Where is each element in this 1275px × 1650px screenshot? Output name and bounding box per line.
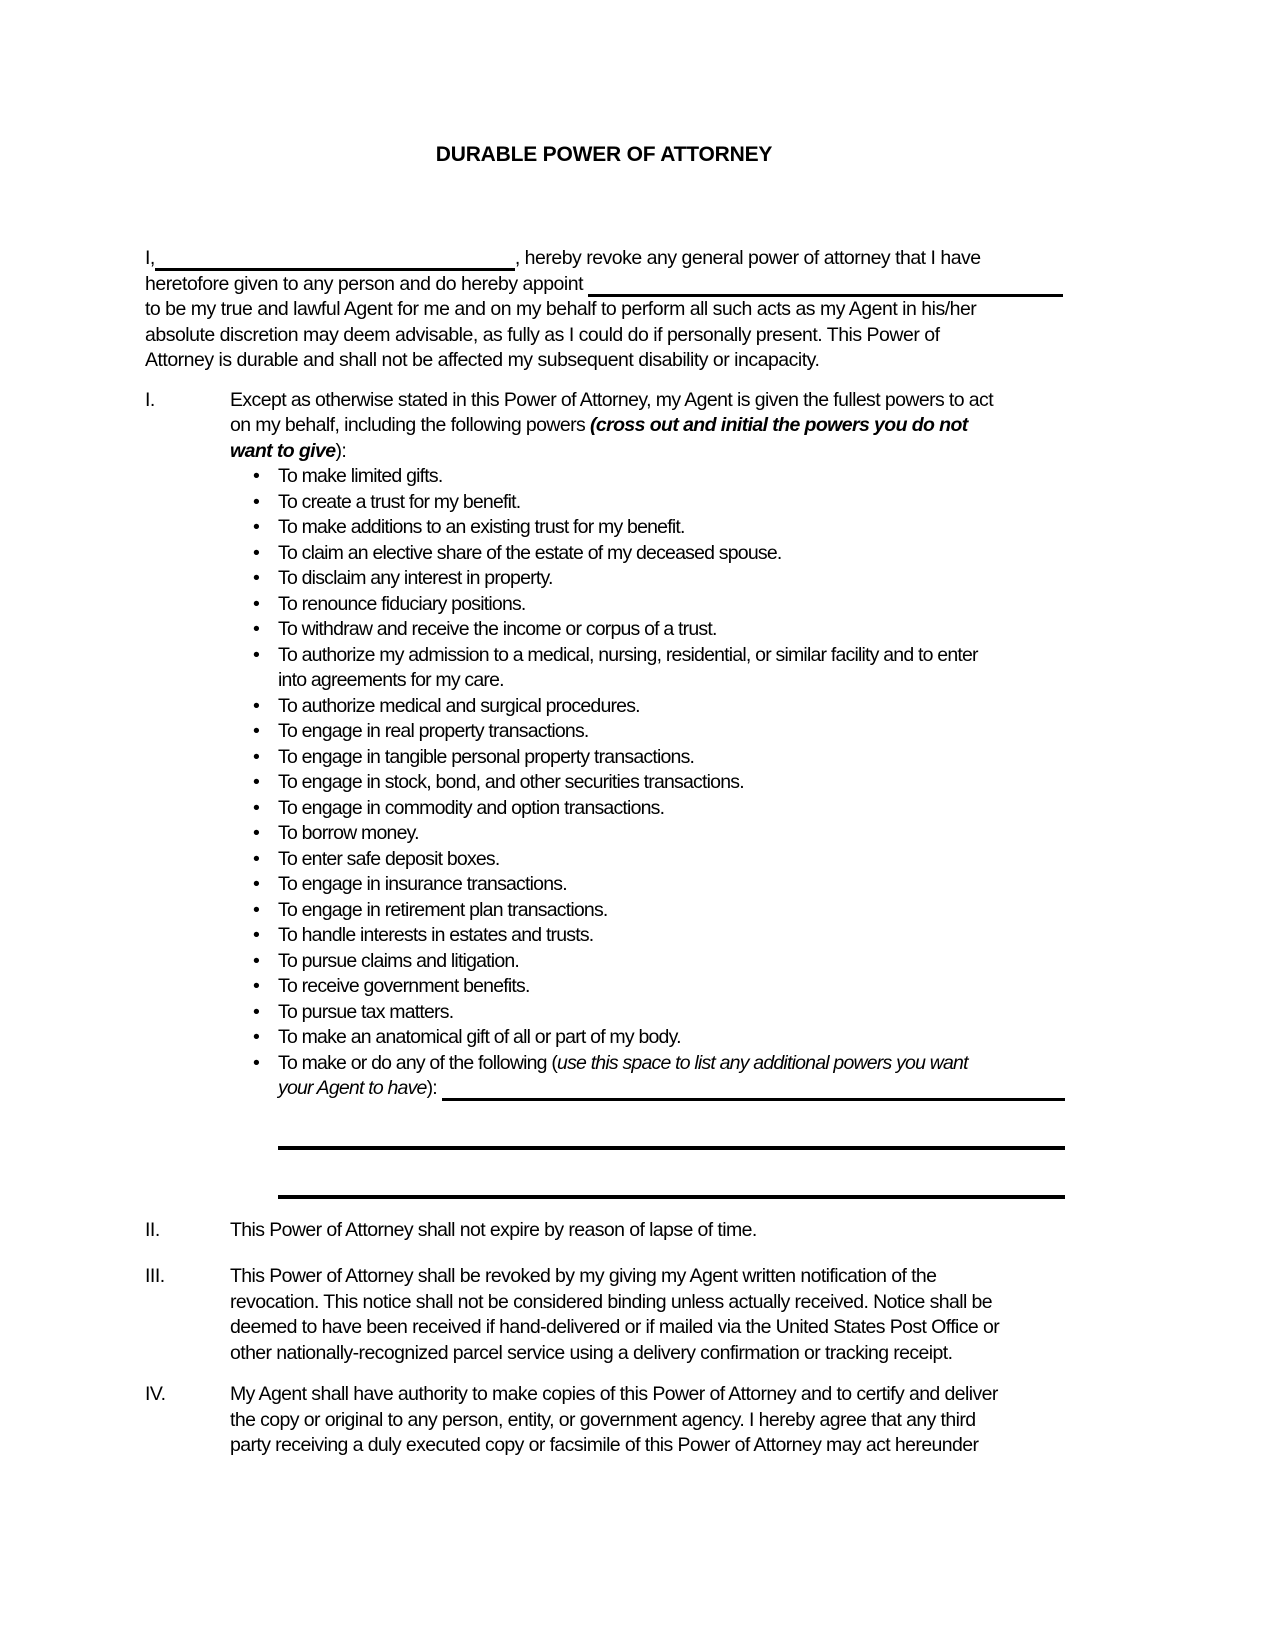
list-item-line: [278, 796, 1065, 822]
section-line: [230, 1290, 1063, 1316]
paragraph-line: [145, 272, 1063, 298]
document-title: DURABLE POWER OF ATTORNEY: [435, 143, 773, 166]
list-item: [230, 974, 1065, 1000]
list-item-text: [278, 923, 1065, 949]
text-run: into agreements for my care.: [278, 669, 504, 691]
text-run: other nationally-recognized parcel service using a delivery confirmation or tracking receipt.: [230, 1341, 953, 1364]
text-run: To make an anatomical gift of all or part of my body.: [278, 1026, 681, 1048]
list-item: [230, 796, 1065, 822]
list-item-line: [278, 617, 1065, 643]
bullet-icon: •: [253, 567, 260, 589]
list-item: [230, 770, 1065, 796]
section-IV: [145, 1382, 1063, 1459]
list-item-text: [278, 643, 1065, 694]
text-run: To authorize my admission to a medical, nursing, residential, or similar facility and to enter: [278, 643, 978, 666]
list-item: [230, 719, 1065, 745]
list-item-line: [278, 464, 1065, 490]
text-run: want to give: [230, 439, 336, 462]
bullet-icon: •: [253, 643, 260, 666]
list-item-line: [278, 668, 1065, 694]
list-item-text: [278, 464, 1065, 490]
text-run: To disclaim any interest in property.: [278, 567, 553, 589]
list-item: [230, 464, 1065, 490]
list-item-text: [278, 1025, 1065, 1051]
text-run: use this space to list any additional powers you want: [557, 1051, 968, 1074]
list-item-text: [278, 949, 1065, 975]
list-item-text: [278, 745, 1065, 771]
section-number: IV.: [145, 1383, 166, 1405]
list-item-line: [278, 974, 1065, 1000]
text-run: To pursue tax matters.: [278, 1000, 454, 1023]
text-run: ):: [426, 1077, 442, 1099]
text-run: deemed to have been received if hand-delivered or if mailed via the United States Post Office or: [230, 1316, 1000, 1338]
text-run: I,: [145, 247, 155, 269]
bullet-icon: •: [253, 898, 260, 921]
list-item-text: [278, 1051, 1065, 1102]
text-run: To claim an elective share of the estate of my deceased spouse.: [278, 541, 782, 564]
list-item: [230, 1025, 1065, 1051]
list-item-text: [278, 617, 1065, 643]
text-run: your Agent to have: [278, 1077, 427, 1099]
list-item-line: [278, 1051, 1065, 1077]
list-item-line: [278, 872, 1065, 898]
list-item: [230, 643, 1065, 694]
bullet-icon: •: [253, 592, 260, 615]
list-item-text: [278, 719, 1065, 745]
additional-powers-blank-2[interactable]: [278, 1102, 1065, 1150]
text-run: heretofore given to any person and do hereby appoint: [145, 272, 588, 295]
list-item: [230, 592, 1065, 618]
section-line: [230, 1315, 1063, 1341]
bullet-icon: •: [253, 490, 260, 513]
text-run: To make or do any of the following (: [278, 1051, 558, 1074]
list-item-line: [278, 923, 1065, 949]
text-run: To borrow money.: [278, 822, 419, 844]
section-line: [230, 1264, 1063, 1290]
additional-powers-blank-3[interactable]: [278, 1150, 1065, 1199]
text-run: To receive government benefits.: [278, 975, 530, 997]
section-line: [230, 1408, 1063, 1434]
powers-list: [230, 464, 1065, 1102]
bullet-icon: •: [253, 720, 260, 742]
text-run: To enter safe deposit boxes.: [278, 847, 500, 870]
section-line: [230, 1433, 1063, 1459]
principal-name-blank[interactable]: [155, 254, 515, 271]
section-body: [230, 1264, 1063, 1366]
section-line: [230, 1382, 1063, 1408]
section-body: [230, 388, 1065, 1199]
list-item: [230, 694, 1065, 720]
additional-powers-blank-1[interactable]: [442, 1076, 1065, 1101]
list-item-text: [278, 490, 1065, 516]
list-item-text: [278, 974, 1065, 1000]
list-item: [230, 490, 1065, 516]
paragraph-line: [145, 323, 1063, 349]
bullet-icon: •: [253, 541, 260, 564]
section-III: [145, 1264, 1063, 1366]
section-body: [230, 1218, 1063, 1244]
text-run: To engage in tangible personal property transactions.: [278, 745, 695, 768]
text-run: To engage in real property transactions.: [278, 720, 589, 742]
list-item: [230, 949, 1065, 975]
paragraph-line: [145, 348, 1063, 374]
section-body: [230, 1382, 1063, 1459]
section-line: [230, 1341, 1063, 1367]
section-line: [230, 413, 1065, 439]
list-item-text: [278, 796, 1065, 822]
text-run: absolute discretion may deem advisable, as fully as I could do if personally present. This Power of: [145, 323, 940, 346]
section-number: I.: [145, 388, 155, 411]
bullet-icon: •: [253, 1026, 260, 1048]
bullet-icon: •: [253, 873, 260, 895]
list-item-line: [278, 592, 1065, 618]
list-item: [230, 847, 1065, 873]
list-item-line: [278, 847, 1065, 873]
list-item-text: [278, 515, 1065, 541]
bullet-icon: •: [253, 822, 260, 844]
text-run: Attorney is durable and shall not be affected my subsequent disability or incapacity.: [145, 349, 820, 371]
list-item-text: [278, 541, 1065, 567]
bullet-icon: •: [253, 516, 260, 538]
bullet-icon: •: [253, 1000, 260, 1023]
text-run: Except as otherwise stated in this Power of Attorney, my Agent is given the fullest powers to act: [230, 388, 994, 411]
bullet-icon: •: [253, 694, 260, 717]
list-item-text: [278, 821, 1065, 847]
bullet-icon: •: [253, 924, 260, 946]
list-item: [230, 821, 1065, 847]
list-item-text: [278, 872, 1065, 898]
text-run: the copy or original to any person, entity, or government agency. I hereby agree that any third: [230, 1408, 976, 1431]
list-item-line: [278, 745, 1065, 771]
section-I: [145, 388, 1063, 1199]
list-item-text: [278, 898, 1065, 924]
bullet-icon: •: [253, 796, 260, 819]
list-item-text: [278, 1000, 1065, 1026]
text-run: To engage in commodity and option transactions.: [278, 796, 665, 819]
list-item: [230, 515, 1065, 541]
text-run: To engage in insurance transactions.: [278, 873, 567, 895]
list-item-line: [278, 541, 1065, 567]
text-run: To renounce fiduciary positions.: [278, 592, 526, 615]
bullet-icon: •: [253, 465, 260, 487]
bullet-icon: •: [253, 618, 260, 640]
text-run: , hereby revoke any general power of attorney that I have: [514, 247, 981, 269]
list-item-line: [278, 1076, 1065, 1102]
list-item-line: [278, 566, 1065, 592]
text-run: To make additions to an existing trust for my benefit.: [278, 516, 685, 538]
list-item: [230, 541, 1065, 567]
list-item-line: [278, 643, 1065, 669]
list-item-text: [278, 592, 1065, 618]
text-run: party receiving a duly executed copy or facsimile of this Power of Attorney may act hereunder: [230, 1434, 979, 1456]
bullet-icon: •: [253, 975, 260, 997]
list-item-line: [278, 949, 1065, 975]
bullet-icon: •: [253, 771, 260, 793]
bullet-icon: •: [253, 1051, 260, 1074]
bullet-icon: •: [253, 745, 260, 768]
list-item-line: [278, 490, 1065, 516]
bullet-icon: •: [253, 847, 260, 870]
list-item-line: [278, 898, 1065, 924]
text-run: (cross out and initial the powers you do not: [589, 414, 968, 436]
agent-name-blank[interactable]: [588, 272, 1063, 297]
text-run: on my behalf, including the following powers: [230, 414, 590, 436]
text-run: to be my true and lawful Agent for me and on my behalf to perform all such acts as my Agent in his/her: [145, 298, 977, 320]
list-item: [230, 566, 1065, 592]
text-run: ):: [335, 439, 347, 462]
bullet-icon: •: [253, 949, 260, 972]
list-item-text: [278, 770, 1065, 796]
list-item-line: [278, 694, 1065, 720]
list-item-line: [278, 770, 1065, 796]
text-run: To create a trust for my benefit.: [278, 490, 521, 513]
text-run: My Agent shall have authority to make copies of this Power of Attorney and to certify and deliver: [230, 1383, 998, 1405]
paragraph-line: [145, 297, 1063, 323]
text-run: To handle interests in estates and trusts.: [278, 924, 594, 946]
text-run: To withdraw and receive the income or corpus of a trust.: [278, 618, 717, 640]
list-item: [230, 898, 1065, 924]
list-item: [230, 1000, 1065, 1026]
section-line: [230, 1218, 1063, 1244]
list-item-line: [278, 515, 1065, 541]
sections-container: [145, 388, 1063, 1459]
list-item-text: [278, 566, 1065, 592]
list-item: [230, 745, 1065, 771]
document-content: [145, 143, 1063, 1459]
section-number: II.: [145, 1218, 160, 1241]
list-item-text: [278, 847, 1065, 873]
section-number: III.: [145, 1265, 165, 1287]
text-run: To engage in retirement plan transactions.: [278, 898, 608, 921]
text-run: This Power of Attorney shall be revoked by my giving my Agent written notification of the: [230, 1265, 937, 1287]
list-item-text: [278, 694, 1065, 720]
paragraph-line: [145, 246, 1063, 272]
list-item: [230, 1051, 1065, 1102]
text-run: To make limited gifts.: [278, 465, 443, 487]
list-item-line: [278, 719, 1065, 745]
text-run: To authorize medical and surgical procedures.: [278, 694, 640, 717]
section-line: [230, 439, 1065, 465]
text-run: To pursue claims and litigation.: [278, 949, 520, 972]
text-run: revocation. This notice shall not be considered binding unless actually received. Notice shall be: [230, 1290, 993, 1313]
text-run: This Power of Attorney shall not expire by reason of lapse of time.: [230, 1218, 757, 1241]
list-item-line: [278, 1000, 1065, 1026]
intro-paragraph: [145, 246, 1063, 374]
list-item: [230, 617, 1065, 643]
list-item-line: [278, 1025, 1065, 1051]
text-run: To engage in stock, bond, and other securities transactions.: [278, 771, 744, 793]
list-item: [230, 872, 1065, 898]
list-item-line: [278, 821, 1065, 847]
list-item: [230, 923, 1065, 949]
section-II: [145, 1218, 1063, 1244]
section-line: [230, 388, 1065, 414]
